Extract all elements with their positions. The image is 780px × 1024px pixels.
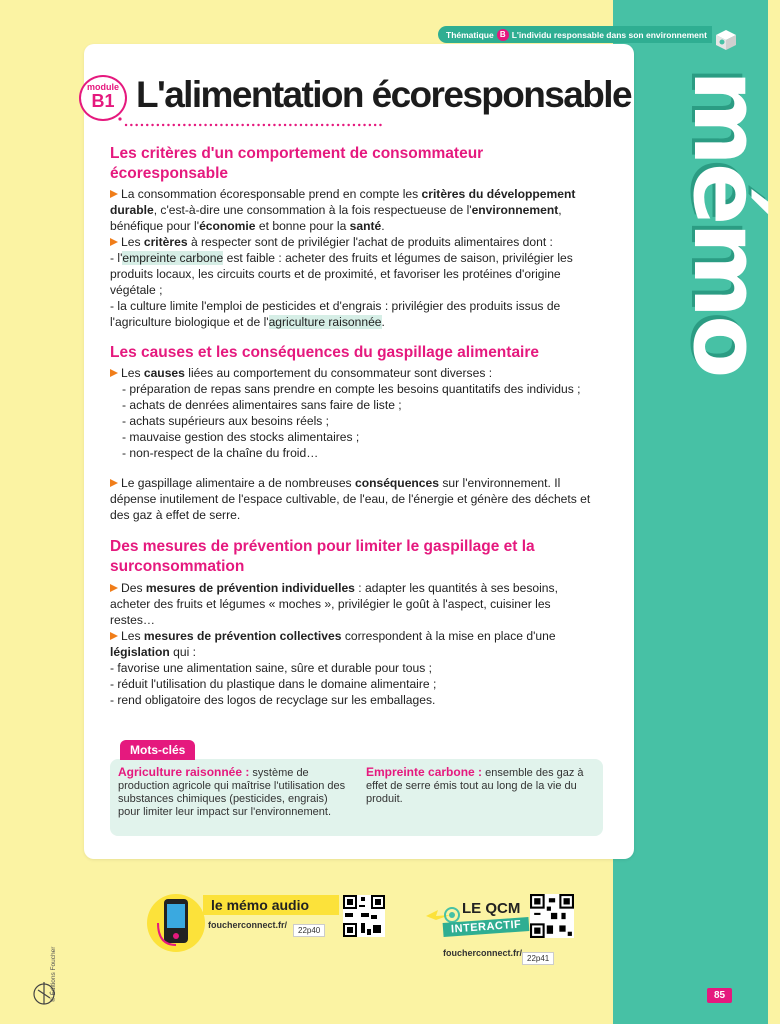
keyword-empreinte-carbone: Empreinte carbone : ensemble des gaz à effet de serre émis tout au long de la vie du produit. <box>366 765 584 805</box>
cube-icon <box>714 28 738 52</box>
audio-code: 22p40 <box>293 924 325 937</box>
dotted-divider <box>117 115 387 129</box>
audio-memo-title: le mémo audio <box>203 895 339 915</box>
list-item: - non-respect de la chaîne du froid… <box>122 446 319 460</box>
page-number: 85 <box>707 988 732 1003</box>
term-agriculture-raisonnee: agriculture raisonnée <box>268 315 382 329</box>
keyword-agriculture-raisonnee: Agriculture raisonnée : système de production agricole qui maîtrise l'utilisation des substances chimiques (pesticides, engrais) pour limiter leur impact sur l'environnement. <box>118 765 346 818</box>
s2-paragraph-2: Le gaspillage alimentaire a de nombreuses conséquences sur l'environnement. Il dépense inutilement de l'espace cultivable, de l'eau, de l'énergie et génère des déchets et des gaz à effet de serre. <box>110 476 591 522</box>
list-item: - favorise une alimentation saine, sûre et durable pour tous ; <box>110 661 433 675</box>
bullet-arrow-icon <box>110 369 118 377</box>
publisher-credit: © Éditions Foucher <box>50 946 57 1002</box>
memo-vertical-title: mémo <box>673 70 780 376</box>
publisher-logo-icon <box>31 976 57 1008</box>
keywords-label: Mots-clés <box>120 740 195 760</box>
list-item: - rend obligatoire des logos de recyclage sur les emballages. <box>110 693 436 707</box>
section-title-criteres: Les critères d'un comportement de consommateur écoresponsable <box>110 145 484 182</box>
audio-url-link[interactable]: foucherconnect.fr/ <box>208 920 288 930</box>
bullet-arrow-icon <box>110 479 118 487</box>
section-title-gaspillage: Les causes et les conséquences du gaspillage alimentaire <box>110 344 540 361</box>
list-item: - achats supérieurs aux besoins réels ; <box>122 414 330 428</box>
list-item: - préparation de repas sans prendre en compte les besoins quantitatifs des individus ; <box>122 382 581 396</box>
page-title: L'alimentation écoresponsable <box>136 74 631 115</box>
qr-code-audio-icon[interactable] <box>343 895 385 937</box>
theme-prefix: Thématique <box>446 29 494 40</box>
s2-paragraph-1: Les causes liées au comportement du consommateur sont diverses : - préparation de repas sans prendre en compte les besoins quantitatifs des individus ; - achats de denrées alimentaires sans faire de liste ; - achats supérieurs aux besoins réels ; - mauvaise gestion des stocks alimentaires ; - non-respect de la chaîne du froid… <box>110 365 596 461</box>
section-title-prevention: Des mesures de prévention pour limiter le gaspillage et la surconsommation <box>110 538 535 575</box>
s1-paragraph-1: La consommation écoresponsable prend en compte les critères du développement durable, c'est-à-dire une consommation à la fois respectueuse de l'environnement, bénéfique pour l'économie et bonne pour la santé. <box>110 187 576 233</box>
bullet-arrow-icon <box>110 632 118 640</box>
module-code: B1 <box>91 91 115 111</box>
bullet-arrow-icon <box>110 584 118 592</box>
s3-paragraph-2: Les mesures de prévention collectives correspondent à la mise en place d'une législation qui : - favorise une alimentation saine, sûre et durable pour tous ; - réduit l'utilisation du plastique dans le domaine alimentaire ; - rend obligatoire des logos de recyclage sur les emballages. <box>110 629 556 707</box>
module-label: module <box>86 82 119 92</box>
theme-letter: B <box>497 29 509 41</box>
qcm-url-link[interactable]: foucherconnect.fr/ <box>443 948 523 958</box>
list-item: - achats de denrées alimentaires sans faire de liste ; <box>122 398 402 412</box>
list-item: - réduit l'utilisation du plastique dans le domaine alimentaire ; <box>110 677 437 691</box>
theme-banner <box>438 26 712 43</box>
s1-paragraph-2: Les critères à respecter sont de privilégier l'achat de produits alimentaires dont : - l'empreinte carbone est faible : acheter des fruits et légumes de saison, privilégier les produits locaux, les circuits courts et de proximité, et favoriser les protéines d'origine végétale ; - la culture limite l'emploi de pesticides et d'engrais : privilégier des produits issus de l'agriculture biologique et de l'agriculture raisonnée. <box>110 235 573 329</box>
s3-paragraph-1: Des mesures de prévention individuelles : adapter les quantités à ses besoins, acheter des fruits et légumes « moches », privilégier le goût à l'aspect, cuisiner les restes… <box>110 581 558 627</box>
term-empreinte-carbone: empreinte carbone <box>122 251 224 265</box>
bullet-arrow-icon <box>110 238 118 246</box>
qcm-subtitle: INTERACTIF <box>443 917 530 937</box>
list-item: - mauvaise gestion des stocks alimentaires ; <box>122 430 360 444</box>
theme-label: L'individu responsable dans son environnement <box>511 29 707 40</box>
audio-phone-icon <box>146 893 206 953</box>
qr-code-qcm-icon[interactable] <box>530 894 574 938</box>
bullet-arrow-icon <box>110 190 118 198</box>
qcm-code: 22p41 <box>522 952 554 965</box>
qcm-title: LE QCM <box>462 900 521 917</box>
